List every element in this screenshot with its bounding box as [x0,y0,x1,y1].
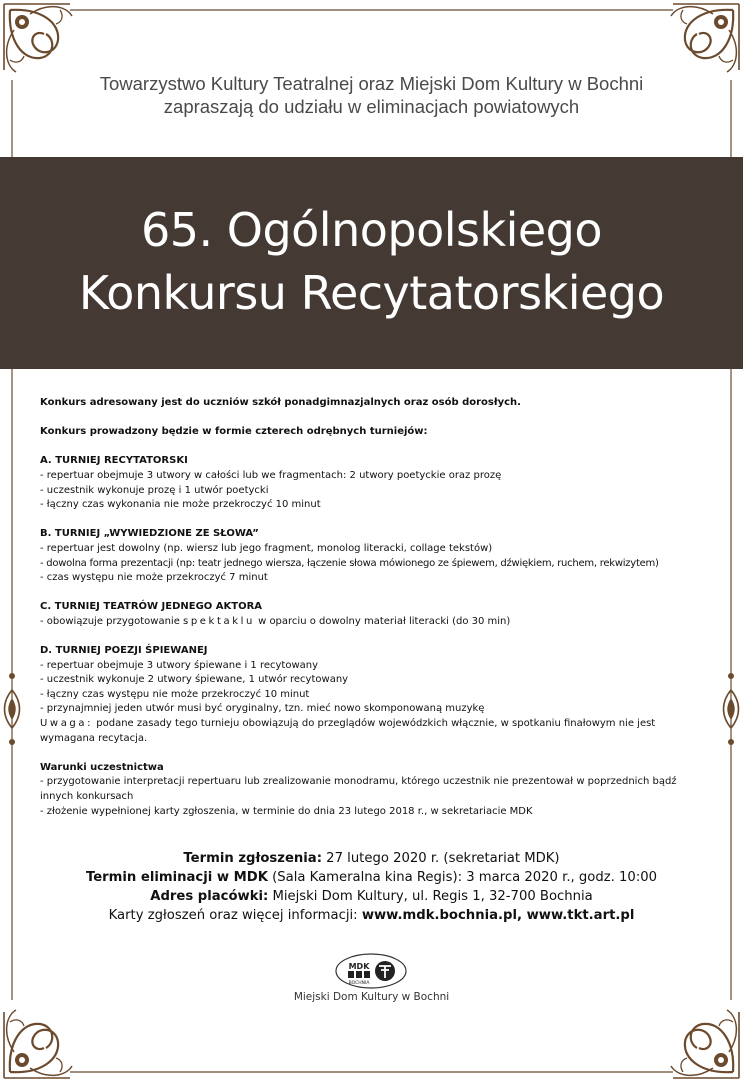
title-band [0,157,743,369]
info-line [0,906,743,925]
intro-format: Konkurs prowadzony będzie w formie czterech odrębnych turniejów: [40,426,428,438]
address-value: Miejski Dom Kultury, ul. Regis 1, 32-700 Bochnia [268,889,593,904]
rules-content [40,396,708,819]
address-label: Adres placówki: [150,889,269,904]
header-line-2: zapraszają do udziału w eliminacjach powiatowych [163,96,580,117]
section-c-spaced-word: spektaklu [183,615,255,627]
title-line-1: 65. Ogólnopolskiego [140,203,603,257]
info-links[interactable]: www.mdk.bochnia.pl, www.tkt.art.pl [361,908,635,923]
header [0,72,743,118]
conditions-item: - złożenie wypełnionej karty zgłoszenia, w terminie do dnia 23 lutego 2018 r., w sekretariacie MDK [40,805,533,817]
section-c-item [40,615,708,630]
section-b-item: - dowolna forma prezentacji (np: teatr jednego wiersza, łączenie słowa mówionego ze śpiewem, dźwiękiem, ruchem, rekwizytem) [40,557,659,569]
elimination-line [0,868,743,887]
title-line-2: Konkursu Recytatorskiego [78,266,665,320]
conditions-item: - przygotowanie interpretacji repertuaru lub zrealizowanie monodramu, którego uczestnik nie prezentował w poprzednich bądź [40,776,677,788]
intro-audience: Konkurs adresowany jest do uczniów szkół ponadgimnazjalnych oraz osób dorosłych. [40,397,521,408]
section-a-item: - repertuar obejmuje 3 utwory w całości lub we fragmentach: 2 utwory poetyckie oraz prozę [40,469,502,481]
section-d-note-label: Uwaga: [40,718,94,730]
section-d-heading: D. TURNIEJ POEZJI ŚPIEWANEJ [40,645,208,657]
footer-info [0,849,743,925]
section-b-heading: B. TURNIEJ „WYWIEDZIONE ZE SŁOWA” [40,528,259,540]
logo-caption: Miejski Dom Kultury w Bochni [293,991,450,1003]
section-c-prefix: - obowiązuje przygotowanie [40,615,184,627]
deadline-line [0,849,743,868]
logo-text-top: MDK [348,962,370,971]
section-a-item: - łączny czas wykonania nie może przekroczyć 10 minut [40,499,321,511]
section-b-item: - czas występu nie może przekroczyć 7 minut [40,572,268,584]
conditions-heading: Warunki uczestnictwa [40,761,164,773]
info-text: Karty zgłoszeń oraz więcej informacji: [108,908,362,923]
section-d-item: - repertuar obejmuje 3 utwory śpiewane i 1 recytowany [40,659,319,671]
address-line [0,887,743,906]
elimination-value: (Sala Kameralna kina Regis): 3 marca 2020 r., godz. 10:00 [267,870,658,885]
section-d-note-cont: wymagana recytacja. [40,732,148,744]
deadline-value: 27 lutego 2020 r. (sekretariat MDK) [321,851,560,866]
section-d-item: - uczestnik wykonuje 2 utwory śpiewane, 1 utwór recytowany [40,674,349,686]
section-d-note [40,717,708,732]
section-c-heading: C. TURNIEJ TEATRÓW JEDNEGO AKTORA [40,601,263,613]
elimination-label: Termin eliminacji w MDK [85,870,268,885]
deadline-label: Termin zgłoszenia: [183,851,322,866]
section-d-note-text: podane zasady tego turnieju obowiązują do przeglądów wojewódzkich włącznie, w spotkaniu finałowym nie jest [93,718,656,730]
section-a-heading: A. TURNIEJ RECYTATORSKI [40,455,188,467]
logo-text-bottom: BOCHNIA [348,981,370,986]
mdk-logo [335,953,407,989]
section-b-item: - repertuar jest dowolny (np. wiersz lub jego fragment, monolog literacki, collage tekstów) [40,542,493,554]
section-d-item: - łączny czas występu nie może przekroczyć 10 minut [40,688,310,700]
section-d-item: - przynajmniej jeden utwór musi być oryginalny, tzn. mieć nowo skomponowaną muzykę [40,703,485,715]
section-c-suffix: w oparciu o dowolny materiał literacki (do 30 min) [254,615,511,627]
conditions-item-cont: innych konkursach [40,791,134,803]
section-a-item: - uczestnik wykonuje prozę i 1 utwór poetycki [40,484,269,496]
header-line-1: Towarzystwo Kultury Teatralnej oraz Miejski Dom Kultury w Bochni [99,73,644,94]
